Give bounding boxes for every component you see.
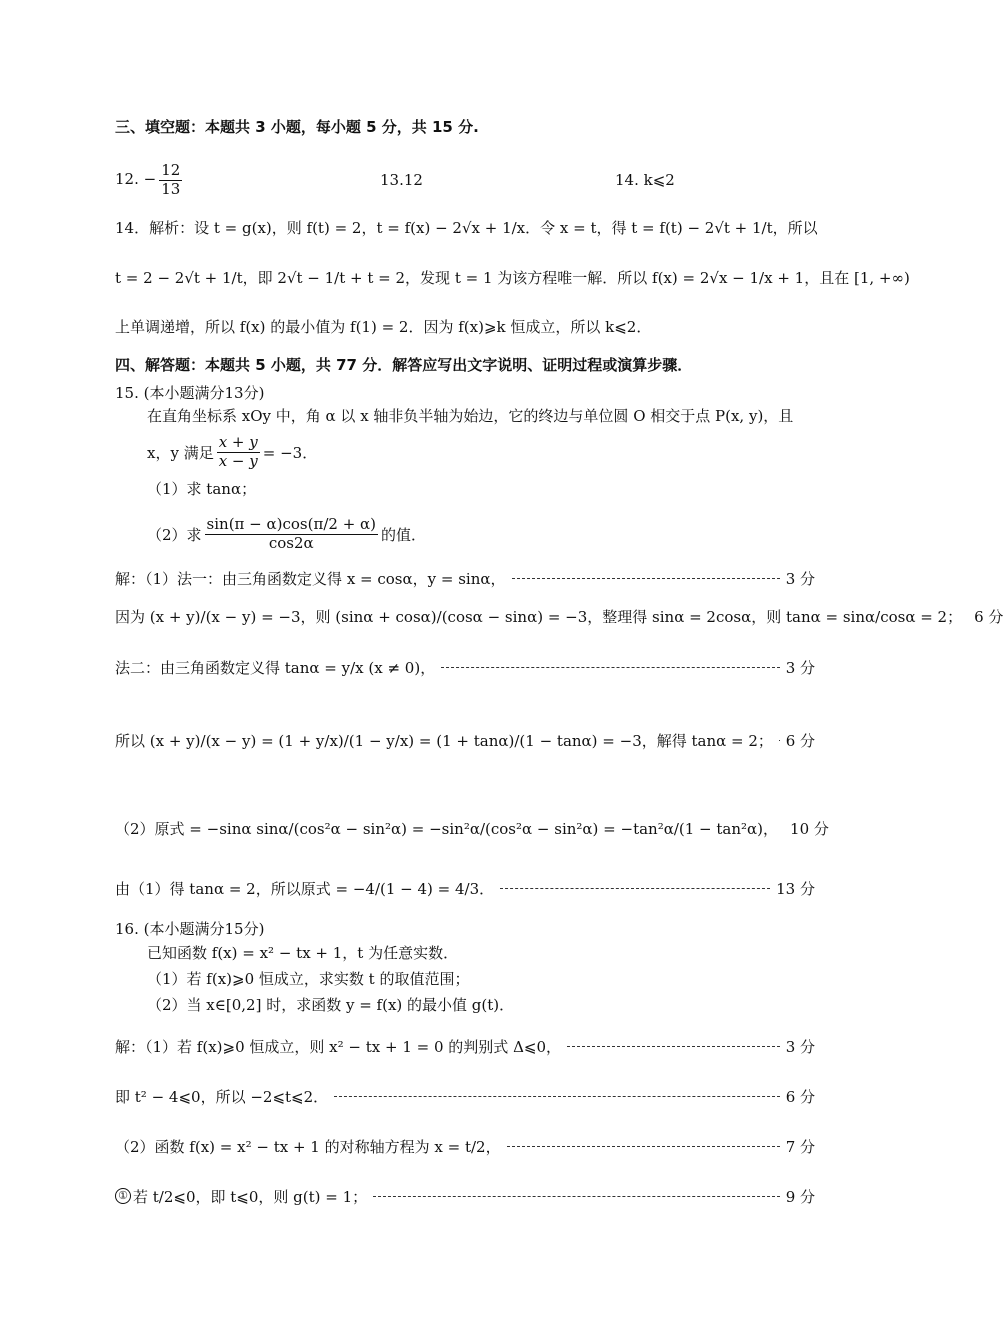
q14-analysis-line1: 14．解析：设 t = g(x)，则 f(t) = 2，t = f(x) − 2√x + 1/x．令 x = t，得 t = f(t) − 2√t + 1/t，所以 <box>115 218 818 237</box>
q15-title: 15. (本小题满分13分) <box>115 384 265 402</box>
answer-12: 12. − $\frac{12}{13}$ <box>115 161 181 198</box>
q15-sol-part2-line2: 由（1）得 tanα = 2，所以原式 = −4/(1 − 4) = 4/3． 13 分 <box>115 879 815 898</box>
q15-sol-method2-line1: 法二：由三角函数定义得 tanα = y/x (x ≠ 0)， 3 分 <box>115 658 815 677</box>
q15-stem-line1: 在直角坐标系 xOy 中，角 α 以 x 轴非负半轴为始边，它的终边与单位圆 O 相交于点 P(x, y)，且 <box>147 407 794 425</box>
answer-13: 13.12 <box>380 171 423 189</box>
q15-stem-line2: x，y 满足 $\frac{x + y}{x - y}$ = −3． <box>147 433 318 470</box>
q15-part2: （2）求 $\frac{\sin(\pi - \alpha)\cos(\pi/2 + \alpha)}{\cos 2\alpha}$ 的值． <box>147 515 427 552</box>
q16-sol-line2: 即 t² − 4⩽0，所以 −2⩽t⩽2． 6 分 <box>115 1087 815 1106</box>
q16-sol-line1: 解：（1）若 f(x)⩾0 恒成立，则 x² − tx + 1 = 0 的判别式 Δ⩽0， 3 分 <box>115 1037 815 1056</box>
q16-sol-line4: ① 若 t/2⩽0，即 t⩽0，则 g(t) = 1； 9 分 <box>115 1176 815 1216</box>
section4-heading: 四、解答题：本题共 5 小题，共 77 分．解答应写出文字说明、证明过程或演算步骤． <box>115 356 693 374</box>
answers-row <box>115 160 815 200</box>
q16-sol-line3: （2）函数 f(x) = x² − tx + 1 的对称轴方程为 x = t/2， 7 分 <box>115 1137 815 1156</box>
q16-part2: （2）当 x∈[0,2] 时，求函数 y = f(x) 的最小值 g(t)． <box>147 996 515 1014</box>
q15-part1: （1）求 tanα； <box>147 480 257 498</box>
q14-analysis-line3: 上单调递增，所以 f(x) 的最小值为 f(1) = 2．因为 f(x)⩾k 恒成立，所以 k⩽2． <box>115 317 652 336</box>
section3-heading: 三、填空题：本题共 3 小题，每小题 5 分，共 15 分. <box>115 118 479 136</box>
q15-sol-method1-line2: 因为 (x + y)/(x − y) = −3，则 (sinα + cosα)/(cosα − sinα) = −3，整理得 sinα = 2cosα，则 tanα = sinα/cosα = 2； 6 分 <box>115 607 1003 626</box>
q15-sol-method1-line1: 解：（1）法一：由三角函数定义得 x = cosα，y = sinα， 3 分 <box>115 569 815 588</box>
q15-sol-part2-line1: （2）原式 = −sinα sinα/(cos²α − sin²α) = −sin²α/(cos²α − sin²α) = −tan²α/(1 − tan²α)， 10 分 <box>115 819 829 838</box>
q14-analysis-line2: t = 2 − 2√t + 1/t，即 2√t − 1/t + t = 2，发现 t = 1 为该方程唯一解．所以 f(x) = 2√x − 1/x + 1，且在 [1, +∞) <box>115 268 910 287</box>
circled-one-marker: ① <box>115 1188 131 1204</box>
q16-title: 16. (本小题满分15分) <box>115 920 265 938</box>
q16-part1: （1）若 f(x)⩾0 恒成立，求实数 t 的取值范围； <box>147 970 470 988</box>
answer-14: 14. k⩽2 <box>615 171 675 189</box>
q16-stem: 已知函数 f(x) = x² − tx + 1，t 为任意实数． <box>147 944 459 962</box>
q15-sol-method2-line2: 所以 (x + y)/(x − y) = (1 + y/x)/(1 − y/x) = (1 + tanα)/(1 − tanα) = −3，解得 tanα = 2； 6 分 <box>115 731 815 750</box>
